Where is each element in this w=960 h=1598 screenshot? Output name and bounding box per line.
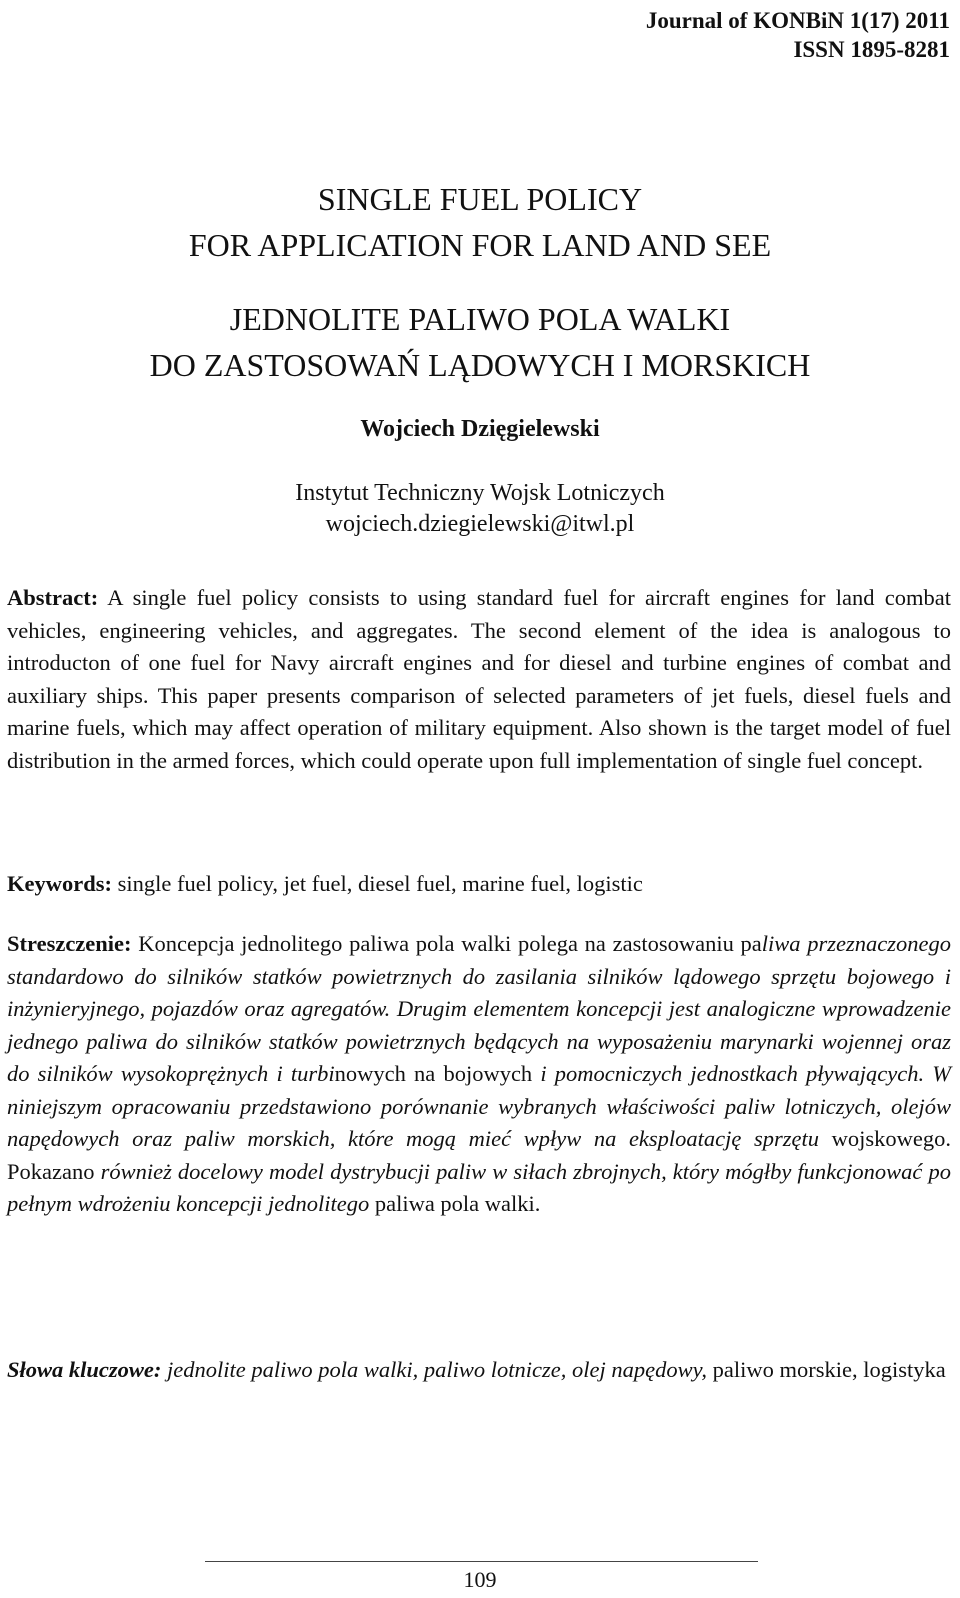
- streszczenie-label: Streszczenie:: [7, 931, 132, 956]
- streszczenie-text-3: nowych na bojowych: [334, 1061, 533, 1086]
- keywords-english: [7, 868, 951, 901]
- author-name: Wojciech Dzięgielewski: [360, 416, 600, 442]
- title-polish-line-2: DO ZASTOSOWAŃ LĄDOWYCH I MORSKICH: [149, 347, 811, 383]
- streszczenie-text-1: Koncepcja jednolitego paliwa pola walki polega na zastosowaniu pa: [138, 931, 762, 956]
- journal-issn: ISSN 1895-8281: [793, 37, 950, 62]
- abstract-label: Abstract:: [7, 585, 99, 610]
- journal-name: Journal of KONBiN 1(17) 2011: [645, 8, 950, 33]
- keywords-label: Keywords:: [7, 871, 112, 896]
- abstract-polish: [7, 928, 951, 1221]
- slowa-kluczowe-regular-text: paliwo morskie, logistyka: [712, 1357, 946, 1382]
- streszczenie-text-4: i pomocniczych jednostkach pływających. W niniejszym opracowaniu przedstawiono porównanie wybranych właściwości paliw lotniczych, olejów napędowych oraz paliw morskich, które mogą mieć wpływ na eksploatację sprzętu: [7, 1061, 952, 1151]
- journal-header: [646, 6, 950, 64]
- author-affiliation-block: [0, 478, 960, 540]
- streszczenie-text-6: również docelowy model dystrybucji paliw w siłach zbrojnych, który mógłby funkcjonować po pełnym wdrożeniu koncepcji jednolitego: [7, 1158, 951, 1216]
- abstract-english: [7, 582, 951, 777]
- slowa-kluczowe-italic-text: jednolite paliwo pola walki, paliwo lotnicze, olej napędowy,: [167, 1357, 707, 1382]
- streszczenie-text-7: paliwa pola walki.: [374, 1191, 541, 1216]
- title-english: [0, 176, 960, 268]
- abstract-text: A single fuel policy consists to using standard fuel for aircraft engines for land combat vehicles, engineering vehicles, and aggregates. The second element of the idea is analogous to introducton of one fuel for Navy aircraft engines and for diesel and turbine engines of combat and auxiliary ships. This paper presents comparison of selected parameters of jet fuels, diesel fuels and marine fuels, which may affect operation of military equipment. Also shown is the target model of fuel distribution in the armed forces, which could operate upon full implementation of single fuel concept.: [7, 585, 952, 773]
- title-english-line-2: FOR APPLICATION FOR LAND AND SEE: [188, 227, 772, 263]
- streszczenie-text-2: liwa przeznaczonego standardowo do silników statków powietrznych do zasilania silników lądowego sprzętu bojowego i inżynieryjnego, pojazdów oraz agregatów. Drugim elementem koncepcji jest analogiczne wprowadzenie jednego paliwa do silników statków powietrznych będących na wyposażeniu marynarki wojennej oraz do silników wysokoprężnych i turbi: [7, 931, 952, 1086]
- streszczenie-text-5: wojskowego. Pokazano: [7, 1126, 951, 1184]
- author-affiliation: Instytut Techniczny Wojsk Lotniczych: [295, 480, 665, 506]
- keywords-polish: [7, 1354, 951, 1387]
- title-polish: [0, 296, 960, 388]
- slowa-kluczowe-label: Słowa kluczowe:: [7, 1357, 162, 1382]
- footer-divider: [205, 1561, 758, 1562]
- author-email: wojciech.dziegielewski@itwl.pl: [325, 511, 635, 537]
- page-number: 109: [463, 1567, 497, 1592]
- title-english-line-1: SINGLE FUEL POLICY: [317, 181, 643, 217]
- keywords-text: single fuel policy, jet fuel, diesel fuel, marine fuel, logistic: [117, 871, 643, 896]
- title-polish-line-1: JEDNOLITE PALIWO POLA WALKI: [229, 301, 731, 337]
